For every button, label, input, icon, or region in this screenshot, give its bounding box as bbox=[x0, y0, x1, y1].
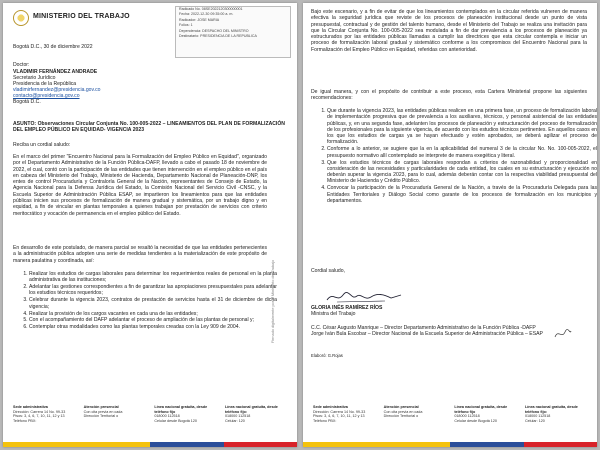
list-item: 6. Contemplar otras modalidades como las plantas temporales creadas con la Ley 909 de 2004. bbox=[29, 324, 277, 330]
page-footer bbox=[3, 403, 297, 447]
salutation: Doctor: bbox=[13, 62, 30, 68]
ministry-logo bbox=[13, 10, 29, 26]
list-item: 2. Conforme a lo anterior, se sugiere que la en la aplicabilidad del numeral 3 de la circular No. No. 100-005-2022, el presupuesto normativo allí contemplado se interprete de manera exegética y literal. bbox=[327, 146, 597, 159]
letter-page-1 bbox=[3, 3, 297, 447]
elaborated-by: Elaboró: G.Rojas bbox=[311, 353, 343, 358]
stamp-line: Radicado No. 08SE2022120300000001 bbox=[179, 7, 243, 11]
list-item: 2. Adelantar las gestiones correspondientes a fin de garantizar las apropiaciones presupuestales para adelantar los estudios técnicos requeridos; bbox=[29, 284, 277, 297]
paragraph-1: En el marco del primer "Encuentro Nacional para la Formalización del Empleo Público en Equidad", organizado por el Departamento Administrativo de la Función Pública-DAFP, llevado a cabo el pasado 18 de noviembre de 2022, el cual, contó con la participación de las entidades que tienen intervención en el empleo público en el país en cabeza del Ministerio del Trabajo, Ministerio de Hacienda, Departamento Nacional de Planeación-DNP, los entes de control Procuraduría y Contraloría General de la Nación, representantes de Consejo de Estado, la Agencia Nacional para la Defensa Jurídica del Estado, la Comisión Nacional del Servicio Civil -CNSC, y la Escuela Superior de Administración Pública ESAP, se impartieron los lineamientos para que las entidades públicas inicien sus procesos de formalización de manera gradual y sistemática, por un trabajo digno y en equidad, a fin de vincular en plantas temporales a quienes trabajan por prestación de servicios con criterio meritocrático y vocación de permanencia en el empleo público del Estado. bbox=[13, 154, 267, 217]
recipient-email[interactable]: vladimirfernandez@presidencia.gov.co bbox=[13, 87, 101, 93]
footer-col-attention: Atención presencial Con cita previa en cada Dirección Territorial o bbox=[83, 405, 123, 419]
footer-col-phone-2: Línea nacional gratuita, desde teléfono fijo: 018000 112518 Celular: 120 bbox=[224, 405, 278, 423]
stamp-line: Dependencia: DESPACHO DEL MINISTRO bbox=[179, 28, 249, 33]
recipient-name: VLADIMIR FERNÁNDEZ ANDRADE bbox=[13, 69, 98, 75]
signer-name: GLORIA INÉS RAMÍREZ RÍOS bbox=[311, 305, 383, 311]
subject-line: ASUNTO: Observaciones Circular Conjunta No. 100-005-2022 – LINEAMIENTOS DEL PLAN DE FORMALIZACIÓN DEL EMPLEO PÚBLICO EN EQUIDAD- VIGENCIA 2023 bbox=[13, 121, 285, 134]
cc-line: C.C. César Augusto Manrique – Director Departamento Administrativo de la Función Pública -DAFP bbox=[311, 325, 536, 331]
date-line: Bogotá D.C., 30 de diciembre 2022 bbox=[13, 44, 93, 50]
list-item: 1. Realizar los estudios de cargas laborales para determinar los requerimientos reales de personal en la planta administrativa de las instituciones; bbox=[29, 271, 277, 284]
ministry-name: MINISTERIO DEL TRABAJO bbox=[33, 13, 130, 20]
list-item: 4. Realizar la provisión de los cargos vacantes en cada una de las entidades; bbox=[29, 311, 277, 317]
initials-mark bbox=[553, 327, 573, 341]
letter-page-2 bbox=[303, 3, 597, 447]
paragraph-2: En desarrollo de este postulado, de manera parcial se resaltó la necesidad de que las entidades pertenecientes a la administración pública adopten una serie de medidas tendientes a la materialización de este propósito de manera paulatina y coordinada, así: bbox=[13, 245, 267, 264]
list-item: 5. Con el acompañamiento del DAFP adelantar el proceso de ampliación de las plantas de personal y; bbox=[29, 317, 277, 323]
stamp-line: Fecha: 2022-12-30 09:35:00 a. m. bbox=[179, 12, 234, 17]
paragraph-4: De igual manera, y con el propósito de contribuir a este proceso, esta Cartera Ministerial propone las siguientes recomendaciones: bbox=[311, 89, 587, 102]
footer-col-phone-2: Línea nacional gratuita, desde teléfono fijo: 018000 112518 Celular: 120 bbox=[524, 405, 578, 423]
measures-list bbox=[17, 271, 277, 331]
vertical-margin-text: Firmado digitalmente por el Ministerio del Trabajo bbox=[271, 259, 275, 343]
recipient-city: Bogotá D.C. bbox=[13, 99, 41, 105]
list-item: 4. Convocar la participación de la Procuraduría General de la Nación, a través de la Procuraduría Delegada para las Entidades Territoriales y Diálogo Social como garante de los procesos de formalización en los municipios y departamentos. bbox=[327, 185, 597, 204]
footer-col-phone: Línea nacional gratuita, desde teléfono fijo 018000 112518 Celular desde Bogotá 120 bbox=[154, 405, 208, 423]
list-item: 1. Que durante la vigencia 2023, las entidades públicas realicen en una primera fase, un proceso de formalización laboral de implementación progresiva que de prevalencia a los auxiliares, técnicos, y personal asistencial de las entidades públicas, y, en una segunda fase, adelanten los procesos de planeación y estructuración del proceso de formalización de los profesionales para la siguiente vigencia, de acuerdo con los estudios técnicos pertinentes. En aquellos casos en los que los estudios de cargas ya se hayan efectuado y estén aprobados, se deberá agilizar el proceso de formalización. bbox=[327, 108, 597, 146]
flag-stripe bbox=[303, 442, 597, 447]
recipient-line: Presidencia de la República bbox=[13, 81, 77, 87]
flag-red bbox=[224, 442, 298, 447]
closing: Cordial saludo, bbox=[311, 268, 345, 274]
greeting: Reciba un cordial saludo: bbox=[13, 142, 71, 148]
stamp-line: Radicador: JOSE MARIA bbox=[179, 17, 220, 22]
flag-yellow bbox=[303, 442, 377, 447]
flag-yellow-2 bbox=[377, 442, 451, 447]
footer-col-address: Sede administrativa Dirección: Carrera 14 No. 99-33 Pisos: 3, 4, 6, 7, 10, 11, 12 y 13 Teléfono PBX: bbox=[313, 405, 366, 423]
list-item: 3. Celebrar durante la vigencia 2023, contratos de prestación de servicios hasta el 31 de diciembre de dicha vigencia; bbox=[29, 297, 277, 310]
flag-blue bbox=[150, 442, 224, 447]
footer-col-phone: Línea nacional gratuita, desde teléfono fijo 018000 112518 Celular desde Bogotá 120 bbox=[454, 405, 508, 423]
stamp-line: Folios: 1 bbox=[179, 23, 193, 28]
page-footer bbox=[303, 403, 597, 447]
recommendations-list bbox=[315, 108, 597, 205]
flag-stripe bbox=[3, 442, 297, 447]
cc-line: Jorge Iván Bula Escobar – Director Nacional de la Escuela Superior de Administración Pública – ESAP bbox=[311, 331, 543, 337]
list-item: 3. Que los estudios técnicos de cargas laborales respondan a criterios de razonabilidad y proporcionalidad en consideración de las necesidades y particularidades de cada entidad, los cuales en su estructuración y ejecución no deberán superar la vigencia 2023, para lo cual, además deberán contar con la respectiva viabilidad presupuestal del Ministerio de Hacienda y Crédito Público. bbox=[327, 160, 597, 185]
paragraph-3: Bajo este escenario, y a fin de evitar de que los lineamientos contemplados en la circular referida vulneren de manera efectiva la seguridad jurídica que reviste de los procesos de planeación institucional desde un punto de vista presupuestal, contractual y de gestión del talento humano, desde el Ministerio del Trabajo se realiza una invitación para que la Circular Conjunta No. 100-005-2022 sea modulada a fin de dar prevalencia a los procesos de planeación ya estructurados por las entidades públicas llamadas a cumplir las directrices que esta circular contempla e iniciar un proceso de formalización laboral gradual y sistemático conforme a los compromisos del Encuentro Nacional para la Formalización del Empleo Público en Equidad, referidas con anterioridad. bbox=[311, 9, 587, 53]
signature-image bbox=[325, 289, 405, 305]
flag-blue bbox=[450, 442, 524, 447]
footer-col-attention: Atención presencial Con cita previa en cada Dirección Territorial o bbox=[383, 405, 423, 419]
recipient-line: Secretario Jurídico bbox=[13, 75, 56, 81]
signer-title: Ministra del Trabajo bbox=[311, 311, 356, 317]
stamp-line: Destinatario: PRESIDENCIA DE LA REPUBLICA bbox=[179, 34, 257, 39]
footer-col-address: Sede administrativa Dirección: Carrera 14 No. 99-33 Pisos: 3, 4, 6, 7, 10, 11, 12 y 13 Teléfono PBX: bbox=[13, 405, 66, 423]
contact-email[interactable]: contacto@presidencia.gov.co bbox=[13, 93, 80, 99]
flag-red bbox=[524, 442, 598, 447]
filing-stamp bbox=[175, 6, 291, 58]
flag-yellow-2 bbox=[77, 442, 151, 447]
flag-yellow bbox=[3, 442, 77, 447]
